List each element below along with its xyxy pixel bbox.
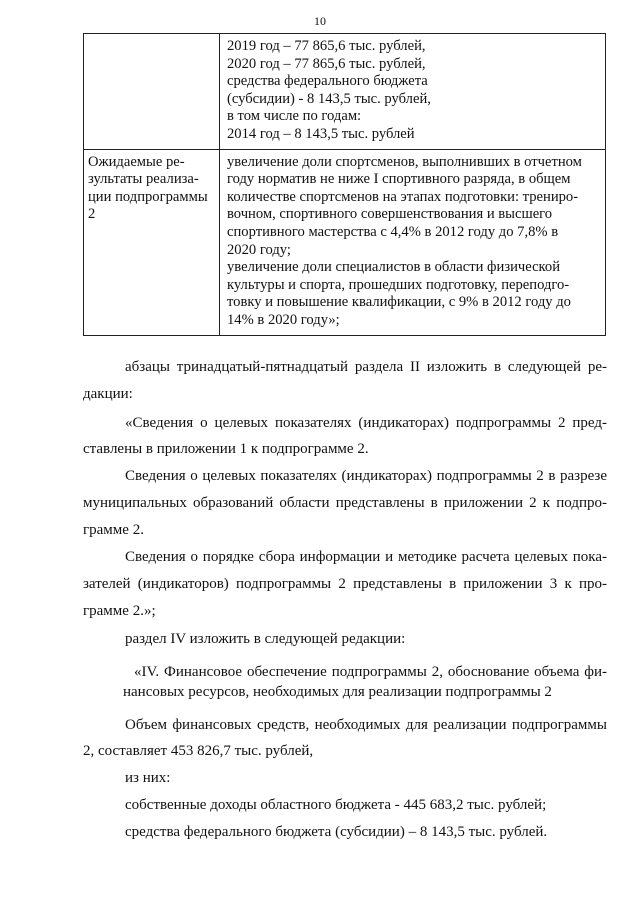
paragraph-line: Сведения о порядке сбора информации и методике расчета целевых пока- bbox=[125, 549, 607, 565]
cell-line: 2 bbox=[88, 206, 96, 223]
paragraph-line: собственные доходы областного бюджета - 445 683,2 тыс. рублей; bbox=[125, 797, 547, 813]
cell-line: товку и повышение квалификации, с 9% в 2012 году до bbox=[227, 294, 571, 311]
cell-line: 14% в 2020 году»; bbox=[227, 311, 340, 328]
cell-line: году норматив не ниже I спортивного разряда, в общем bbox=[227, 171, 571, 188]
cell-line: культуры и спорта, прошедших подготовку, переподго- bbox=[227, 276, 570, 293]
cell-line: 2014 год – 8 143,5 тыс. рублей bbox=[227, 125, 415, 142]
section-heading-line: «IV. Финансовое обеспечение подпрограммы 2, обоснование объема фи- bbox=[134, 664, 607, 680]
cell-line: 2020 году; bbox=[227, 241, 291, 258]
paragraph-line: Сведения о целевых показателях (индикаторах) подпрограммы 2 в разрезе bbox=[125, 468, 607, 484]
paragraph-line: из них: bbox=[125, 770, 171, 786]
cell-line: (субсидии) - 8 143,5 тыс. рублей, bbox=[227, 90, 431, 107]
cell-line: вочном, спортивного совершенствования и высшего bbox=[227, 206, 553, 223]
paragraph-line: Объем финансовых средств, необходимых для реализации подпрограммы bbox=[125, 717, 607, 733]
paragraph-line: 2, составляет 453 826,7 тыс. рублей, bbox=[83, 743, 314, 759]
paragraph-line: ставлены в приложении 1 к подпрограмме 2. bbox=[83, 441, 369, 457]
paragraph-line: зателей (индикаторов) подпрограммы 2 представлены в приложении 3 к про- bbox=[83, 576, 607, 592]
paragraph-line: «Сведения о целевых показателях (индикаторах) подпрограммы 2 пред- bbox=[125, 415, 607, 431]
paragraph-line: дакции: bbox=[83, 386, 133, 402]
cell-line: увеличение доли специалистов в области физической bbox=[227, 259, 561, 276]
paragraph-line: грамме 2.»; bbox=[83, 603, 156, 619]
cell-line: увеличение доли спортсменов, выполнивших в отчетном bbox=[227, 153, 582, 170]
cell-line: Ожидаемые ре- bbox=[88, 153, 185, 170]
page-number: 10 bbox=[314, 14, 326, 28]
paragraph-line: раздел IV изложить в следующей редакции: bbox=[125, 631, 406, 647]
document-body bbox=[83, 0, 607, 905]
paragraph-line: грамме 2. bbox=[83, 522, 144, 538]
paragraph-line: муниципальных образований области представлены в приложении 2 к подпро- bbox=[83, 495, 607, 511]
cell-line: в том числе по годам: bbox=[227, 108, 362, 125]
cell-line: 2020 год – 77 865,6 тыс. рублей, bbox=[227, 55, 426, 72]
section-heading-line: нансовых ресурсов, необходимых для реализации подпрограммы 2 bbox=[123, 684, 552, 700]
cell-line: спортивного мастерства с 4,4% в 2012 году до 7,8% в bbox=[227, 223, 559, 240]
cell-line: ции подпрограммы bbox=[88, 188, 208, 205]
paragraph-line: абзацы тринадцатый-пятнадцатый раздела II изложить в следующей ре- bbox=[125, 359, 607, 375]
cell-line: средства федерального бюджета bbox=[227, 73, 428, 90]
cell-line: количестве спортсменов на этапах подготовки: трениро- bbox=[227, 188, 579, 205]
cell-line: зультаты реализа- bbox=[88, 171, 199, 188]
paragraph-line: средства федерального бюджета (субсидии) – 8 143,5 тыс. рублей. bbox=[125, 824, 548, 840]
cell-line: 2019 год – 77 865,6 тыс. рублей, bbox=[227, 38, 426, 54]
